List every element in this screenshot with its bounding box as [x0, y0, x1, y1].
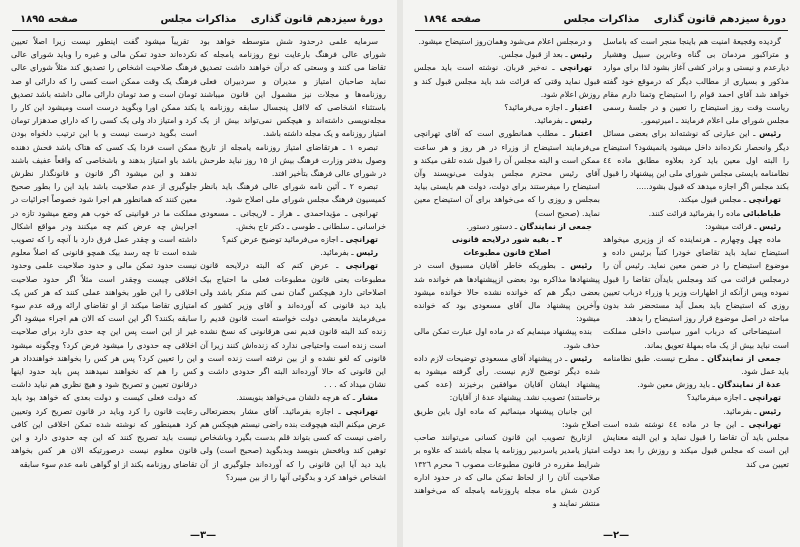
speaker-name: رئیس — [570, 353, 592, 363]
paragraph-text: ـ بفرمائید. — [534, 116, 571, 126]
session-title: دورهٔ سیزدهم قانون گذاری — [653, 14, 786, 25]
speaker-paragraph — [603, 418, 789, 471]
speaker-name: تهرانچی — [345, 261, 378, 271]
paragraph — [603, 233, 789, 325]
paragraph-text: این جانبان پیشنهاد مینمائیم که ماده اول باین طریق اصلاح شود: — [414, 406, 600, 429]
speaker-paragraph — [414, 352, 600, 405]
paragraph — [200, 180, 386, 206]
speaker-paragraph — [414, 114, 600, 127]
speaker-paragraph — [200, 259, 386, 391]
paragraph-text: ـ بفرمائید. — [320, 248, 357, 258]
speaker-paragraph — [414, 61, 600, 101]
right-page — [403, 0, 800, 547]
paragraph — [414, 431, 600, 510]
speaker-paragraph — [414, 259, 600, 325]
paragraph-text: سرمایه علمی درحدود شش متوسطه خواهد بود شورای عالی فرهنگ بارعایت نوع روزنامه یامجله که تقاضا می کنند و وسعتی که درآن خواهند داشت تصدیق نماید صاحبان امتیاز و مدیران و سردبیران فعلی روزنامه‌ها و مجلات نیز مشمول این قانون میباشند باستثناء اشخاصی که لااقل پنجسال سابقه روزنامه یا مجله‌نویسی داشته‌اند و هیچکس نمی‌تواند بیش از یک امتیاز روزنامه و یک مجله داشته باشد. — [200, 37, 386, 139]
paragraph — [603, 35, 789, 127]
paragraph — [200, 207, 386, 233]
paragraph — [200, 141, 386, 181]
left-page — [0, 0, 397, 547]
speaker-paragraph — [414, 127, 600, 219]
speaker-name: جمعی از نمایندگان — [519, 221, 592, 231]
publication-title: مذاکرات مجلس — [160, 14, 237, 25]
paragraph-text: ـ دستور دستور. — [466, 221, 520, 231]
paragraph-text: ـ قرائت میشود: — [705, 221, 760, 231]
speaker-name: تهرانچی — [748, 419, 781, 429]
paragraph-text: ـ مطرح نیست. طبق نظامنامه باید عمل شود. — [603, 353, 789, 377]
paragraph-text: ازتاریخ تصویب این قانون کسانی می‌توانند صاحب امتیاز یامدیر یاسردبیر روزنامه یا مجله باشند که علاوه بر شرایط مقرره در قانون مطبوعات مصوب ٦ محرم ١٣٢٦ صلاحیت آنان را از لحاظ تمکن مالی که در حدود اداره کردن شش ماه مجله یاروزنامه یامجله که می‌خواهند منتشر نمایند و — [414, 433, 601, 509]
speaker-name: تهرانچی — [748, 195, 781, 205]
speaker-paragraph — [414, 48, 600, 61]
speaker-paragraph — [603, 378, 789, 391]
speaker-paragraph — [603, 405, 789, 418]
paragraph-text: گردیده وفجیعهٔ امنیت هم باینجا منجر است که باماسل و متراکبور مردمان بی گناه وعابرین سبیل وهشیار دیارعدم و نیستی و برادر کشی آغاز بشود لذا برای موارد مذکور و بسیاری از مطالب دیگر که درموقع خود گفته خواهد شد آقای احمد قوام را استیضاح وتمنا دارم مقام ریاست وقت روز استیضاح را تعیین و در جلسهٔ رسمی مجلس شورای ملی اعلام فرمایند ـ امیرتیمور. — [603, 37, 789, 126]
text-column-right — [200, 35, 386, 484]
paragraph-text: ـ این عبارتی که نوشته‌اند برای بعضی مسائل دیگر وانحصار نکرده‌اند داخل میشود یانمیشود؟ استیضاح را البته اول معین باید کرد بعلاوه مطابق ماده ٤٤ نظامنامه بایستی مجلس شورای ملی این پیشنهاد را قبول بکند مجلس اگر اجازه میدهد که قبول بشود..... — [603, 129, 789, 192]
speaker-name: اعتبار — [569, 103, 592, 113]
speaker-paragraph — [603, 207, 789, 220]
paragraph-text: ـ مطلب همانطوری است که آقای تهرانچی می‌فرمایند استیضاح از وزراء در هر روز و هر ساعت ممکن است و البته مجلس آن را قبول شده تلقی میکند و آقای رئیس محترم مجلس بدولت می‌نویسند وآن استیضاح را میفرستند برای دولت، دولت هم بایستی بیاید بمجلس و روزی را که می‌خواهد برای آن استیضاح معین نماید. (صحیح است) — [414, 129, 600, 218]
page-header — [12, 12, 385, 31]
speaker-name: رئیس — [356, 248, 378, 258]
speaker-name: تهرانچی — [748, 393, 781, 403]
paragraph — [200, 35, 386, 141]
speaker-paragraph — [200, 405, 386, 484]
text-column-left — [414, 35, 600, 510]
page-footer-number: —۳— — [190, 530, 217, 541]
speaker-paragraph — [414, 101, 600, 114]
paragraph-text: ماده چهل وچهارم ـ هرنماینده که از وزیری میخواهد استیضاح نماید باید تقاضای خودرا کتباً برئیس داده و موضوع استیضاح را در ضمن معین نماید. رئیس آن را درمجلس قرائت می کند ومجلس بایدآن تقاضا را قبول نموده وپس ازآنکه از اظهارات وزیر یا وزراء درباب تعیین روزی که استیضاح باید بعمل آید مستحضر شد بدون مباحثه در اصل موضوع قرار روز استیضاح را بدهد. — [603, 235, 789, 324]
paragraph — [11, 35, 197, 471]
publication-title: مذاکرات مجلس — [563, 14, 640, 25]
speaker-name: رئیس — [759, 129, 781, 139]
paragraph — [603, 325, 789, 351]
speaker-name: رئیس — [570, 50, 592, 60]
speaker-paragraph — [603, 352, 789, 378]
text-column-right — [603, 35, 789, 471]
speaker-name: طباطبائی — [742, 208, 781, 218]
paragraph-text: ـ بفرمائید. — [723, 406, 760, 416]
paragraph-text: ـ اجازه می‌فرمائید؟ — [504, 103, 570, 113]
paragraph-text: ـ باید روزش معین شود. — [637, 380, 718, 390]
paragraph-text: ـ بطوریکه خاطر آقایان مسبوق است در پیشنهادها مذاکره بود بعضی ازپیشنهادها هم خوانده شد بعضی دیگر هم که خوانده نشده حالا خوانده میشود وآخرین پیشنهاد مال آقای مسعودی بود که خوانده میشود: — [414, 261, 600, 324]
paragraph-text: بنده پیشنهاد مینمایم که در ماده اول عبارت تمکن مالی حذف شود. — [414, 327, 600, 350]
speaker-paragraph — [200, 246, 386, 259]
page-footer-number: —۲— — [603, 530, 630, 541]
speaker-paragraph — [603, 193, 789, 206]
paragraph-text: ماده را بفرمائید قرائت کنند. — [648, 208, 743, 218]
speaker-name: تهرانچی — [559, 63, 592, 73]
page-number: صفحه ۱۸۹٤ — [423, 14, 482, 25]
speaker-name: رئیس — [759, 221, 781, 231]
paragraph-text: ـ که هرچه دلشان می‌خواهد بنویسند. — [236, 393, 358, 403]
speaker-paragraph — [200, 391, 386, 404]
paragraph-text: ـ بعد از قبول مجلس. — [498, 50, 571, 60]
speaker-name: رئیس — [570, 261, 592, 271]
paragraph — [414, 405, 600, 431]
paragraph-text: ـ نه‌خیر قربان. نوشته است باید مجلس قبول نماید وقتی که قرائت شد باید مجلس قبول کند و روزش اعلام شود. — [414, 63, 600, 99]
paragraph-text: ـ اجازه بفرمائید. آقای مشار بحضرتعالی عرض میکنم البته هیچوقت بنده راضی نیستم هیچکس هم راضی نیست که کسی بتواند قلم بدست بگیرد وباشخاص توهین کند وبافحش بنویسد وبدبگوید (صحیح است) ولی باید دید آیا این قانونی را که آورده‌اند جلوگیری از آن اشخاص خواهد کرد و بدگوئی آنها را از بین میبرد؟ — [200, 406, 386, 482]
speaker-name: مشار — [357, 393, 378, 403]
speaker-name: جمعی از نمایندگان — [707, 353, 781, 363]
paragraph-text: ـ این جا در ماده ٤٤ نوشته شده است مجلس باید آن تقاضا را قبول نماید و این البته معنایش این است که مجلس قبول میکند و روزش را بعد دولت تعیین می کند — [603, 419, 789, 469]
paragraph-text: تقریباً میشود گفت اینطور نیست زیرا اصلاً تعیین نکرده‌اند حدود تمکن مالی و غیره را وباید شورای عالی فرهنگ صلاحیت اشخاص را تصدیق کند مثلاً شورای عالی فرهنگ یک وقت ممکن است کسی را که دارائی او صد تومان است و صد تومان دارائی مالی داشته باشد تصدیق بکند ممکن اورا وبگوید درست است ومیشود این کار را کرد و امتیاز داد ولی یک کسی را که دارای صدهزار تومان است بگوید درست نیست و با این ترتیب دلخواه بودن ممکن است فردا یک کسی که هتاک باشد فحش دهنده باشد باو امتیاز بدهند و باشخاصی که واقعاً عفیف باشند ندهند و این میشود اگر قانون و قانونگذار نظرش جلوگیری از عدم صلاحیت باشد باید این را بطور صحیح معین کنند که همانطور هم اجرا شود خصوصاً اجرائیات در مملکت ما در قوانینی که خوب هم وضع میشود تازه در اجرایش چه عرض کنم چه میکنند ودر مواقع اشکال داشته است و چقدر عمل فرق دارد با آنچه را که تصویب شده است تا چه رسد بیک همچو قانونی که اصلاً معلوم نیست حدود تمکن مالی و حدود صلاحیت علمی وحدود اخلاقی چیست وچقدر است مثلاً اگر حدود صلاحیت اخلاقی را این طور بخواهند عملی کنند که هر کس یک امتیازی تقاضا میکند از او تقاضای ارائه ورقه عدم سوء سابقه بکنند؟ اگر این است که الان هم اجراء میشود اگر غیر از این است پس این چه حدی دارد برای صلاحیت اخلاقی چه حدودی را میشود فرض کرد؟ وچگونه میشود این را تعیین کرد؟ پس هر کس را بخواهند خواهندداد هر کس را هم که نخواهند نمیدهند پس باید حدود اینها درقانون تعیین و تصریح شود و هیچ نظری هم نباید داشت که دولت فعلی کیست و دولت بعدی که خواهد بود باید رعایت قانون را کرد وباید در قانون تصریح کرد وتعیین کرد همینطور که نوشته شده تمکن اخلاقی این کافی نیست باید تصریح کنند که این چه حدودی دارد و این قانون معلوم نیست درصورتیکه الان هر کس بخواهد تقاضای روزنامه بکند از او گواهی نامه عدم سوء سابقه — [11, 37, 197, 469]
speaker-name: عدهٔ از نمایندگان — [717, 380, 781, 390]
paragraph-text: ـ در پیشنهاد آقای مسعودی توضیحات لازم داده شده دیگر توضیح لازم نیست. رأی گرفته میشود به پیشنهاد ایشان آقایان موافقین برخیزند (عده کمی برخاستند) تصویب نشد. پیشنهاد عدهٔ از آقایان: — [414, 353, 600, 403]
section-heading: ۳ ـ بقیه شور درلایحه قانونی — [451, 235, 563, 245]
section-heading: اصلاح قانون مطبوعات — [463, 248, 551, 258]
text-column-left — [11, 35, 197, 471]
speaker-paragraph — [200, 233, 386, 246]
speaker-name: تهرانچی — [345, 406, 378, 416]
paragraph-text: و درمجلس اعلام می‌شود وهمان‌روز استیضاح میشود. — [418, 37, 592, 46]
paragraph-text: ـ اجازه می‌فرمائید توضیح عرض کنم؟ — [221, 235, 346, 245]
session-title: دورهٔ سیزدهم قانون گذاری — [250, 14, 383, 25]
paragraph-text: ـ مجلس قبول میکند. — [678, 195, 749, 205]
paragraph-text: ـ عرض کنم که البته درلایحه قانون مطبوعات یعنی قانون مطبوعات فعلی ما احتیاج بیک اصلاحاتی دارد هیچکس گمان نمی کنم منکر باشد ولی باید دید قانونی که آورده‌اند و آقای وزیر کشور که می‌فرمایند مابعضی دولت خواسته است قانون قدیم را زنده کند البته قانون قدیم نمی هرقانونی که نسخ نشده است زنده است واحتیاجی ندارد که زنده‌اش کنند زیرا آن قانونی که لغو نشده و از بین نرفته است زنده است و این قانونی که حالا آورده‌اند البته اگر حدودی داشت و نشان میداد که . . . — [200, 261, 386, 390]
paragraph-text: استیضاحاتی که درباب امور سیاسی داخلی مملکت است نباید بیش از یک ماه بمهلهٔ تعویق بماند. — [603, 327, 789, 350]
paragraph — [414, 35, 600, 48]
speaker-paragraph — [603, 127, 789, 193]
paragraph-text: ـ اجازه میفرمائید؟ — [686, 393, 749, 403]
speaker-name: رئیس — [570, 116, 592, 126]
paragraph-text: تبصره ۲ ـ آئین نامه شورای عالی فرهنگ باید بانظر کمیسیون فرهنگ مجلس شورای ملی اصلاح شود. — [200, 182, 386, 205]
page-number: صفحه ۱۸۹۵ — [20, 14, 79, 25]
paragraph-text: تهرانچی ـ مؤیداحمدی ـ هراز ـ لاریجانی ـ مسعودی خراسانی ـ سلطانی ـ طوسی ـ دکتر تاج بخش. — [200, 208, 386, 231]
speaker-paragraph — [603, 220, 789, 233]
paragraph-text: تبصره ۱ ـ هرتقاضای امتیاز روزنامه یامجله از تاریخ وصول بدفتر وزارت فرهنگ بیش از ۱۵ روز نباید طرحش در شورای عالی فرهنگ بتأخیر افتد. — [200, 142, 386, 179]
page-header — [415, 12, 788, 31]
speaker-name: اعتبار — [569, 129, 592, 139]
speaker-name: رئیس — [759, 406, 781, 416]
speaker-name: تهرانچی — [345, 235, 378, 245]
paragraph — [414, 325, 600, 351]
speaker-paragraph — [414, 220, 600, 233]
speaker-paragraph — [603, 391, 789, 404]
